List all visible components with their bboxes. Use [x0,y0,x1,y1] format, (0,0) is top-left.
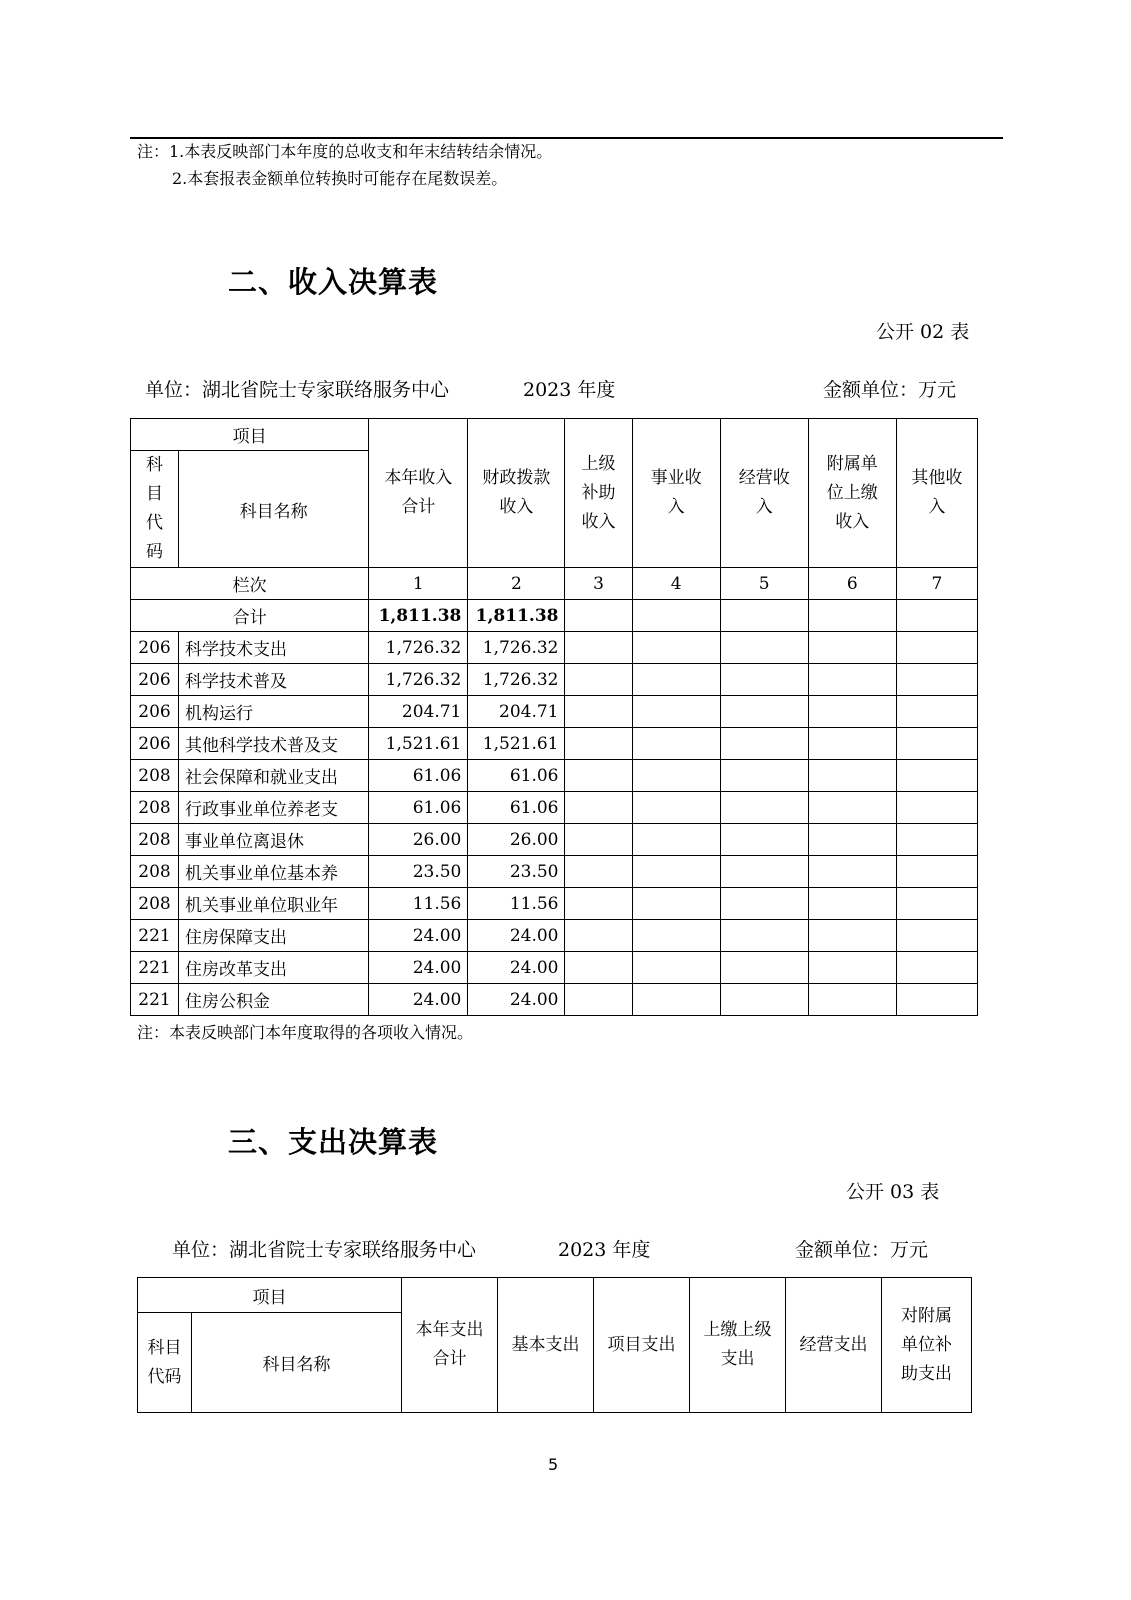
row-name: 行政事业单位养老支 [179,792,369,824]
row-name: 住房保障支出 [179,920,369,952]
income-header-col6: 附属单 位上缴 收入 [808,419,896,568]
expense-header-col2: 基本支出 [498,1278,594,1413]
row-value-1: 204.71 [369,696,468,728]
empty-cell [720,632,808,664]
income-note: 注：本表反映部门本年度取得的各项收入情况。 [137,1023,474,1042]
empty-cell [896,952,977,984]
empty-cell [896,888,977,920]
row-code: 206 [131,632,179,664]
row-code: 221 [131,984,179,1016]
row-value-2: 23.50 [468,856,565,888]
empty-cell [896,728,977,760]
table-row [131,952,978,984]
expense-header-col4: 上缴上级 支出 [690,1278,786,1413]
row-code: 221 [131,920,179,952]
income-col-num-1: 1 [369,568,468,600]
row-value-1: 61.06 [369,760,468,792]
row-value-2: 1,726.32 [468,632,565,664]
empty-cell [632,600,720,632]
empty-cell [720,792,808,824]
income-header-project: 项目 [131,419,369,451]
empty-cell [808,728,896,760]
row-value-2: 61.06 [468,792,565,824]
income-col-num-3: 3 [565,568,632,600]
empty-cell [565,824,632,856]
empty-cell [808,600,896,632]
income-total-label: 合计 [131,600,369,632]
expense-header-code: 科目 代码 [138,1313,192,1413]
empty-cell [808,856,896,888]
table-row [131,632,978,664]
income-header-col7: 其他收 入 [896,419,977,568]
empty-cell [565,600,632,632]
empty-cell [808,696,896,728]
empty-cell [565,760,632,792]
table-row [131,856,978,888]
income-header-col1: 本年收入 合计 [369,419,468,568]
row-value-2: 1,521.61 [468,728,565,760]
empty-cell [632,760,720,792]
expense-header-project: 项目 [138,1278,402,1313]
income-section-title: 二、收入决算表 [228,265,439,299]
empty-cell [632,952,720,984]
row-value-2: 1,726.32 [468,664,565,696]
row-value-2: 24.00 [468,984,565,1016]
empty-cell [632,696,720,728]
expense-header-col3: 项目支出 [594,1278,690,1413]
empty-cell [808,984,896,1016]
row-name: 社会保障和就业支出 [179,760,369,792]
income-total-value-1: 1,811.38 [369,600,468,632]
row-value-1: 24.00 [369,920,468,952]
income-table [130,418,978,1016]
empty-cell [565,792,632,824]
row-name: 科学技术支出 [179,632,369,664]
income-header-col3: 上级 补助 收入 [565,419,632,568]
row-value-2: 61.06 [468,760,565,792]
row-code: 221 [131,952,179,984]
empty-cell [808,632,896,664]
row-code: 208 [131,888,179,920]
empty-cell [720,696,808,728]
empty-cell [808,888,896,920]
row-name: 住房公积金 [179,984,369,1016]
income-col-num-2: 2 [468,568,565,600]
empty-cell [565,856,632,888]
row-name: 事业单位离退休 [179,824,369,856]
empty-cell [565,664,632,696]
empty-cell [720,920,808,952]
income-header-col2: 财政拨款 收入 [468,419,565,568]
income-form-number: 公开 02 表 [876,321,970,343]
empty-cell [632,792,720,824]
row-code: 208 [131,792,179,824]
row-name: 机关事业单位职业年 [179,888,369,920]
empty-cell [632,664,720,696]
empty-cell [565,696,632,728]
row-name: 科学技术普及 [179,664,369,696]
empty-cell [565,920,632,952]
empty-cell [632,856,720,888]
row-value-1: 61.06 [369,792,468,824]
empty-cell [720,664,808,696]
income-header-col5: 经营收 入 [720,419,808,568]
empty-cell [632,728,720,760]
expense-header-name: 科目名称 [192,1313,402,1413]
row-name: 其他科学技术普及支 [179,728,369,760]
empty-cell [565,728,632,760]
row-value-1: 24.00 [369,984,468,1016]
row-value-1: 11.56 [369,888,468,920]
expense-header-col6: 对附属 单位补 助支出 [882,1278,972,1413]
empty-cell [808,952,896,984]
expense-unit: 单位：湖北省院士专家联络服务中心 [172,1239,477,1261]
income-header-code: 科 目 代 码 [131,451,179,568]
empty-cell [896,984,977,1016]
empty-cell [896,600,977,632]
empty-cell [565,888,632,920]
row-code: 208 [131,856,179,888]
empty-cell [565,952,632,984]
row-value-2: 26.00 [468,824,565,856]
income-currency: 金额单位：万元 [823,379,957,401]
table-row [131,920,978,952]
top-note-2: 2.本套报表金额单位转换时可能存在尾数误差。 [172,169,508,188]
table-row [131,664,978,696]
empty-cell [896,920,977,952]
table-row [131,696,978,728]
empty-cell [565,632,632,664]
income-unit: 单位：湖北省院士专家联络服务中心 [145,379,450,401]
empty-cell [896,792,977,824]
expense-section-title: 三、支出决算表 [228,1125,439,1159]
row-value-1: 23.50 [369,856,468,888]
empty-cell [632,824,720,856]
empty-cell [896,760,977,792]
empty-cell [808,760,896,792]
empty-cell [632,920,720,952]
row-value-1: 1,726.32 [369,664,468,696]
income-col-label: 栏次 [131,568,369,600]
empty-cell [565,984,632,1016]
empty-cell [808,920,896,952]
row-value-2: 24.00 [468,920,565,952]
row-value-1: 1,726.32 [369,632,468,664]
empty-cell [896,824,977,856]
empty-cell [632,632,720,664]
row-value-2: 11.56 [468,888,565,920]
table-row [131,728,978,760]
income-col-num-4: 4 [632,568,720,600]
empty-cell [896,664,977,696]
income-col-num-6: 6 [808,568,896,600]
expense-currency: 金额单位：万元 [795,1239,929,1261]
row-name: 住房改革支出 [179,952,369,984]
empty-cell [808,792,896,824]
empty-cell [720,952,808,984]
empty-cell [720,856,808,888]
row-value-1: 24.00 [369,952,468,984]
income-total-value-2: 1,811.38 [468,600,565,632]
row-code: 208 [131,760,179,792]
expense-form-number: 公开 03 表 [846,1181,940,1203]
row-name: 机关事业单位基本养 [179,856,369,888]
empty-cell [632,984,720,1016]
row-value-1: 26.00 [369,824,468,856]
empty-cell [808,664,896,696]
expense-header-col1: 本年支出 合计 [402,1278,498,1413]
empty-cell [720,600,808,632]
empty-cell [720,888,808,920]
row-code: 206 [131,696,179,728]
page-number: 5 [548,1455,559,1474]
empty-cell [720,824,808,856]
table-row [131,824,978,856]
income-year: 2023 年度 [523,379,616,401]
expense-year: 2023 年度 [558,1239,651,1261]
top-rule [130,137,1003,139]
row-code: 206 [131,664,179,696]
empty-cell [720,984,808,1016]
income-header-col4: 事业收 入 [632,419,720,568]
top-note-1: 注：1.本表反映部门本年度的总收支和年末结转结余情况。 [137,142,553,161]
row-name: 机构运行 [179,696,369,728]
income-header-name: 科目名称 [179,451,369,568]
empty-cell [896,632,977,664]
row-value-1: 1,521.61 [369,728,468,760]
empty-cell [720,728,808,760]
row-value-2: 204.71 [468,696,565,728]
row-code: 206 [131,728,179,760]
table-row [131,984,978,1016]
income-col-num-7: 7 [896,568,977,600]
empty-cell [808,824,896,856]
empty-cell [896,696,977,728]
empty-cell [720,760,808,792]
empty-cell [632,888,720,920]
expense-header-col5: 经营支出 [786,1278,882,1413]
table-row [131,888,978,920]
row-code: 208 [131,824,179,856]
table-row [131,760,978,792]
income-col-num-5: 5 [720,568,808,600]
table-row [131,792,978,824]
empty-cell [896,856,977,888]
expense-table [137,1277,972,1413]
row-value-2: 24.00 [468,952,565,984]
